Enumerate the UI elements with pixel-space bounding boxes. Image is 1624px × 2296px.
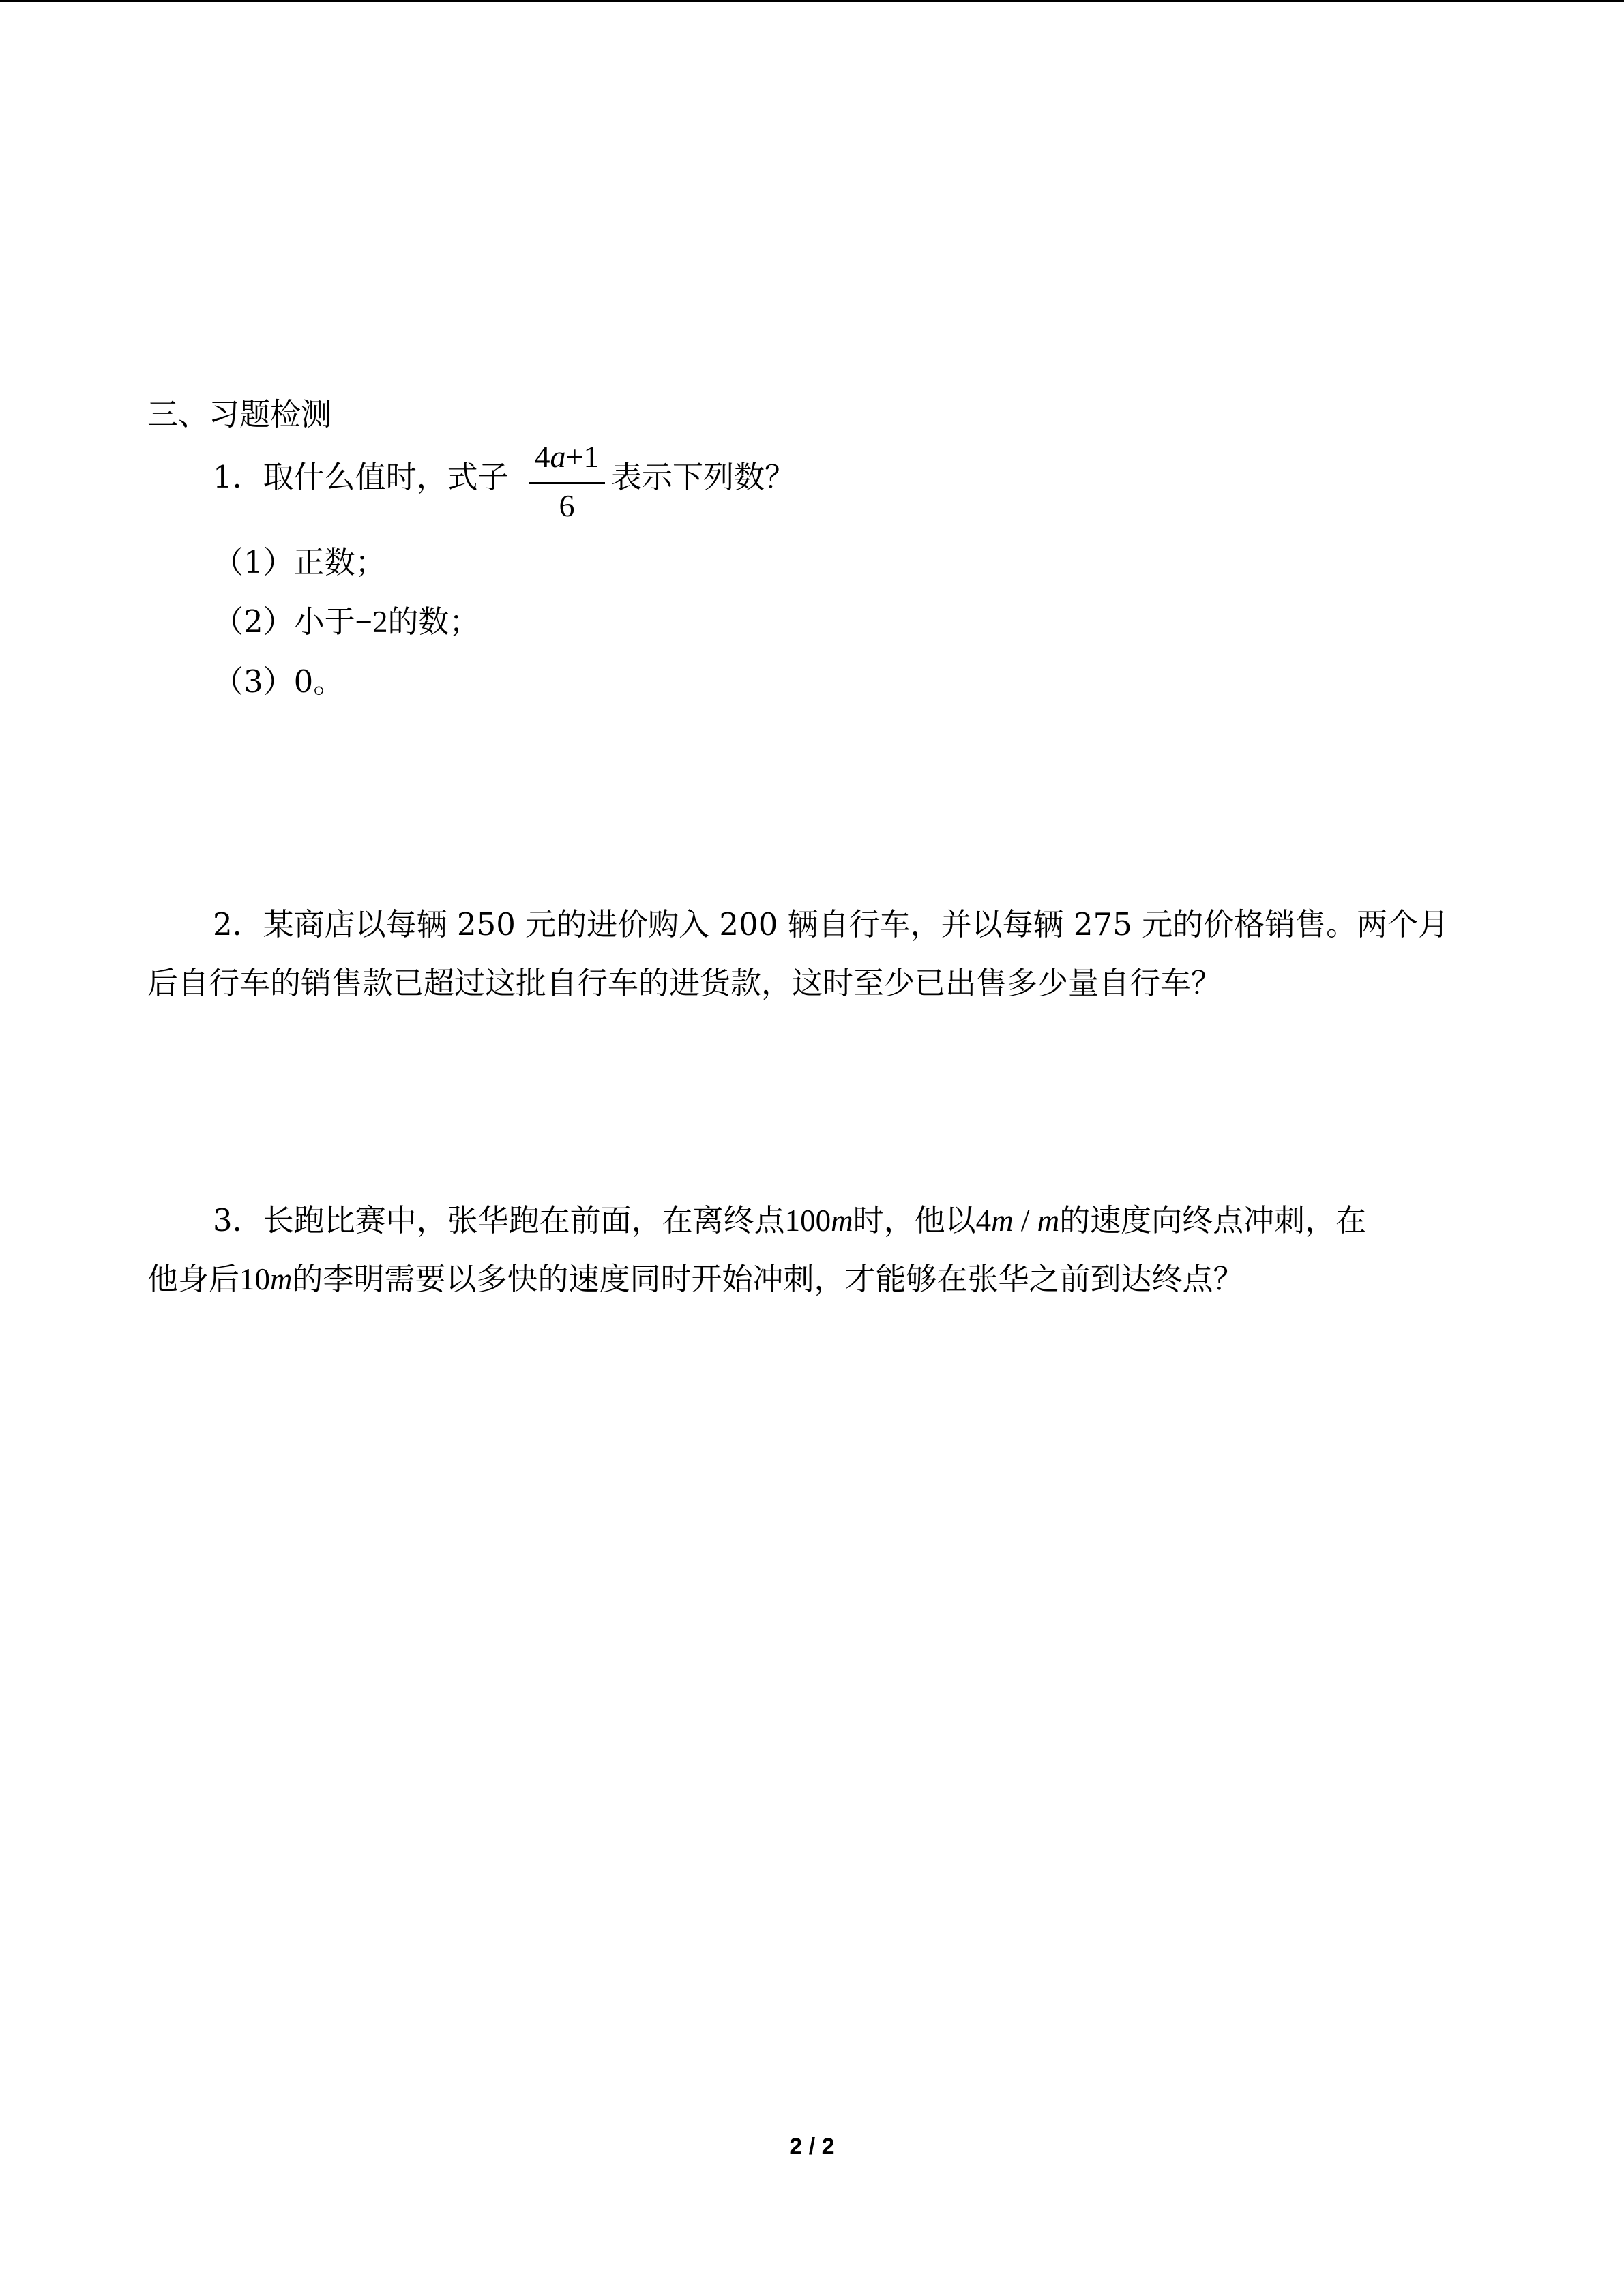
behind-distance-value: 10m <box>239 1262 293 1296</box>
section-title: 三、习题检测 <box>147 396 332 432</box>
top-border <box>0 0 1624 2</box>
fraction-expression <box>527 436 606 525</box>
question-2-line-1: 2．某商店以每辆 250 元的进价购入 200 辆自行车，并以每辆 275 元的价格销售。两个月 <box>213 906 1449 942</box>
question-3-line-2: 他身后10m的李明需要以多快的速度同时开始冲刺，才能够在张华之前到达终点？ <box>147 1261 1244 1297</box>
question-1-prefix: 1．取什么值时，式子 <box>213 459 509 495</box>
page-number: 2 / 2 <box>789 2134 835 2160</box>
fraction-numerator: 4a+1 <box>534 439 600 474</box>
question-1-suffix: 表示下列数？ <box>611 459 796 495</box>
speed-value: 4m / m <box>975 1204 1060 1238</box>
question-3-line-1: 3．长跑比赛中，张华跑在前面，在离终点100m时，他以4m / m的速度向终点冲刺，在 <box>213 1202 1367 1238</box>
question-1-item-2: （2）小于−2的数； <box>213 603 480 640</box>
question-1-item-1: （1）正数； <box>213 544 386 580</box>
fraction-denominator: 6 <box>559 488 575 523</box>
question-2-line-2: 后自行车的销售款已超过这批自行车的进货款，这时至少已出售多少量自行车？ <box>147 965 1222 1001</box>
distance-value: 100m <box>784 1204 853 1238</box>
fraction-bar <box>529 482 605 484</box>
question-1-item-3: （3）0。 <box>213 664 344 700</box>
negative-two-value: −2 <box>355 605 388 639</box>
